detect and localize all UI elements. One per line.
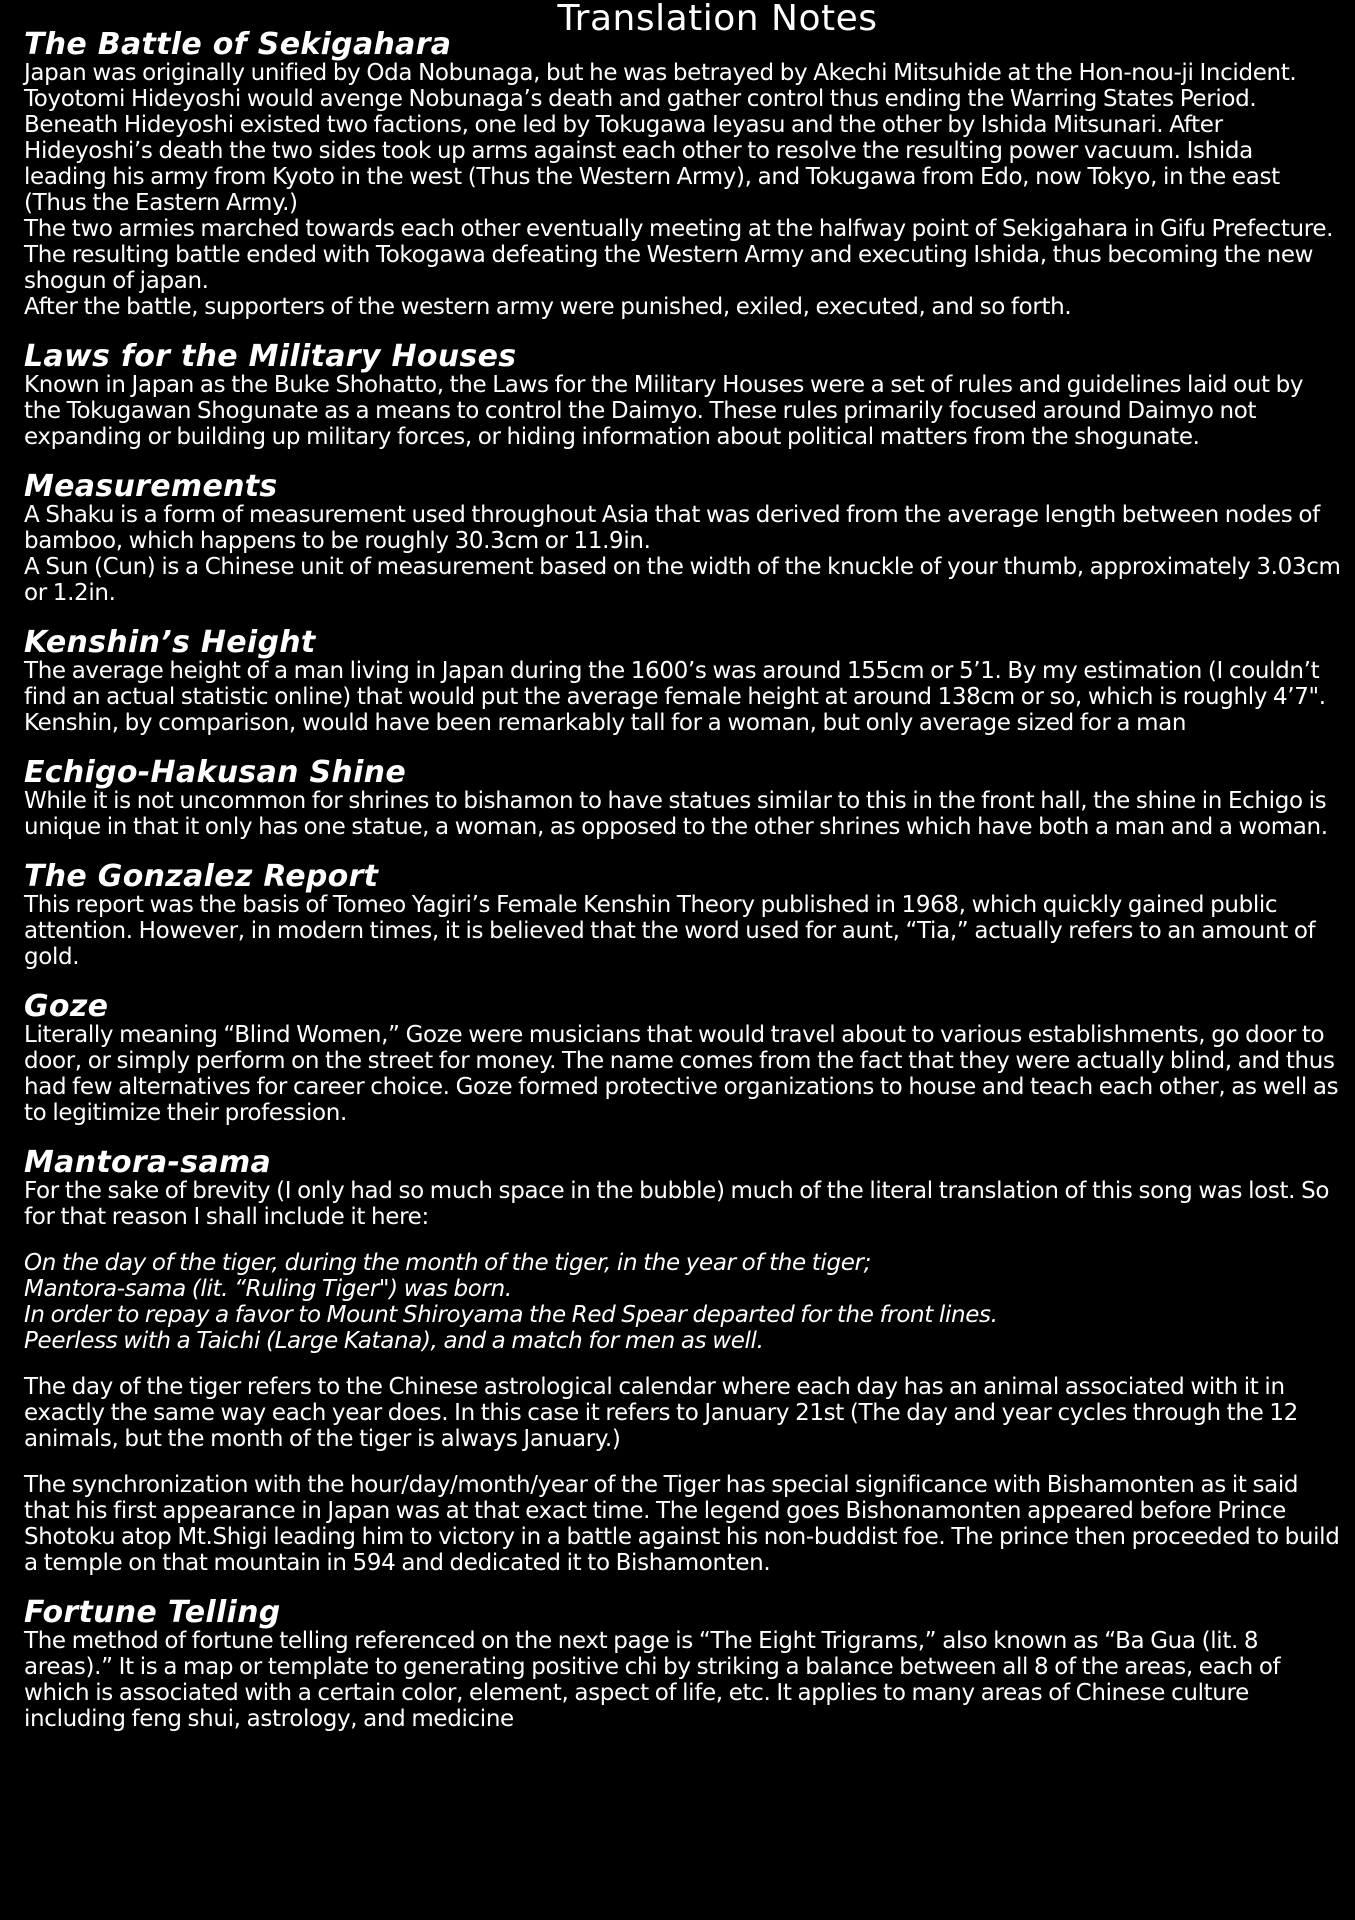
section-heading: Fortune Telling (24, 1595, 281, 1630)
section-paragraph: The two armies marched towards each other eventually meeting at the halfway point of Sekigahara in Gifu Prefecture. (24, 216, 1334, 242)
section-paragraph: While it is not uncommon for shrines to bishamon to have statues similar to this in the front hall, the shine in Echigo is unique in that it only has one statue, a woman, as opposed to the other shrines which have both a man and a woman. (24, 788, 1328, 840)
section-heading: Goze (24, 989, 109, 1024)
section-paragraph: A Shaku is a form of measurement used throughout Asia that was derived from the average length between nodes of bamboo, which happens to be roughly 30.3cm or 11.9in. (24, 502, 1320, 554)
section-kenshins-height (24, 625, 1341, 736)
verse-line: Mantora-sama (lit. “Ruling Tiger") was born. (24, 1276, 512, 1302)
section-paragraph: For the sake of brevity (I only had so much space in the bubble) much of the literal translation of this song was lost. So for that reason I shall include it here: (24, 1178, 1330, 1230)
section-paragraph: After the battle, supporters of the western army were punished, exiled, executed, and so forth. (24, 294, 1072, 320)
section-heading: Echigo-Hakusan Shine (24, 755, 406, 790)
section-battle-of-sekigahara (24, 27, 1341, 320)
section-mantora-sama (24, 1145, 1341, 1576)
section-heading: Laws for the Military Houses (24, 339, 517, 374)
section-gonzalez-report (24, 859, 1341, 970)
section-heading: The Gonzalez Report (24, 859, 379, 894)
page-title: Translation Notes (557, 0, 878, 39)
section-paragraph: This report was the basis of Tomeo Yagiri’s Female Kenshin Theory published in 1968, which quickly gained public attention. However, in modern times, it is believed that the word used for aunt, “Tia,” actually refers to an amount of gold. (24, 892, 1316, 970)
section-fortune-telling (24, 1595, 1341, 1732)
section-heading: Measurements (24, 469, 278, 504)
section-heading: The Battle of Sekigahara (24, 27, 452, 62)
section-paragraph: The average height of a man living in Japan during the 1600’s was around 155cm or 5’1. By my estimation (I couldn’t find an actual statistic online) that would put the average female height at around 138cm or so, which is roughly 4’7". Kenshin, by comparison, would have been remarkably tall for a woman, but only average sized for a man (24, 658, 1326, 736)
verse-line: In order to repay a favor to Mount Shiroyama the Red Spear departed for the front lines. (24, 1302, 998, 1328)
section-measurements (24, 469, 1341, 606)
section-paragraph: The method of fortune telling referenced on the next page is “The Eight Trigrams,” also known as “Ba Gua (lit. 8 areas).” It is a map or template to generating positive chi by striking a balance between all 8 of the areas, each of which is associated with a certain color, element, aspect of life, etc. It applies to many areas of Chinese culture including feng shui, astrology, and medicine (24, 1628, 1281, 1732)
section-paragraph: A Sun (Cun) is a Chinese unit of measurement based on the width of the knuckle of your thumb, approximately 3.03cm or 1.2in. (24, 554, 1341, 606)
section-heading: Mantora-sama (24, 1145, 272, 1180)
section-echigo-hakusan-shine (24, 755, 1341, 840)
verse-line: Peerless with a Taichi (Large Katana), and a match for men as well. (24, 1328, 764, 1354)
verse-line: On the day of the tiger, during the month of the tiger, in the year of the tiger; (24, 1250, 872, 1276)
song-verse (24, 1250, 1341, 1354)
section-paragraph: The resulting battle ended with Tokogawa defeating the Western Army and executing Ishida, thus becoming the new shogun of japan. (24, 242, 1314, 294)
section-heading: Kenshin’s Height (24, 625, 316, 660)
section-paragraph: Japan was originally unified by Oda Nobunaga, but he was betrayed by Akechi Mitsuhide at the Hon-nou-ji Incident. Toyotomi Hideyoshi would avenge Nobunaga’s death and gather control thus ending the Warring States Period. (24, 60, 1297, 112)
section-paragraph: Literally meaning “Blind Women,” Goze were musicians that would travel about to various establishments, go door to door, or simply perform on the street for money. The name comes from the fact that they were actually blind, and thus had few alternatives for career choice. Goze formed protective organizations to house and teach each other, as well as to legitimize their profession. (24, 1022, 1339, 1126)
section-laws-military-houses (24, 339, 1341, 450)
section-goze (24, 989, 1341, 1126)
section-paragraph: Beneath Hideyoshi existed two factions, one led by Tokugawa Ieyasu and the other by Ishida Mitsunari. After Hideyoshi’s death the two sides took up arms against each other to resolve the resulting power vacuum. Ishida leading his army from Kyoto in the west (Thus the Western Army), and Tokugawa from Edo, now Tokyo, in the east (Thus the Eastern Army.) (24, 112, 1280, 216)
section-paragraph: The day of the tiger refers to the Chinese astrological calendar where each day has an animal associated with it in exactly the same way each year does. In this case it refers to January 21st (The day and year cycles through the 12 animals, but the month of the tiger is always January.) (24, 1374, 1298, 1452)
section-paragraph: The synchronization with the hour/day/month/year of the Tiger has special significance with Bishamonten as it said that his first appearance in Japan was at that exact time. The legend goes Bishonamonten appeared before Prince Shotoku atop Mt.Shigi leading him to victory in a battle against his non-buddist foe. The prince then proceeded to build a temple on that mountain in 594 and dedicated it to Bishamonten. (24, 1472, 1340, 1576)
section-paragraph: Known in Japan as the Buke Shohatto, the Laws for the Military Houses were a set of rules and guidelines laid out by the Tokugawan Shogunate as a means to control the Daimyo. These rules primarily focused around Daimyo not expanding or building up military forces, or hiding information about political matters from the shogunate. (24, 372, 1304, 450)
